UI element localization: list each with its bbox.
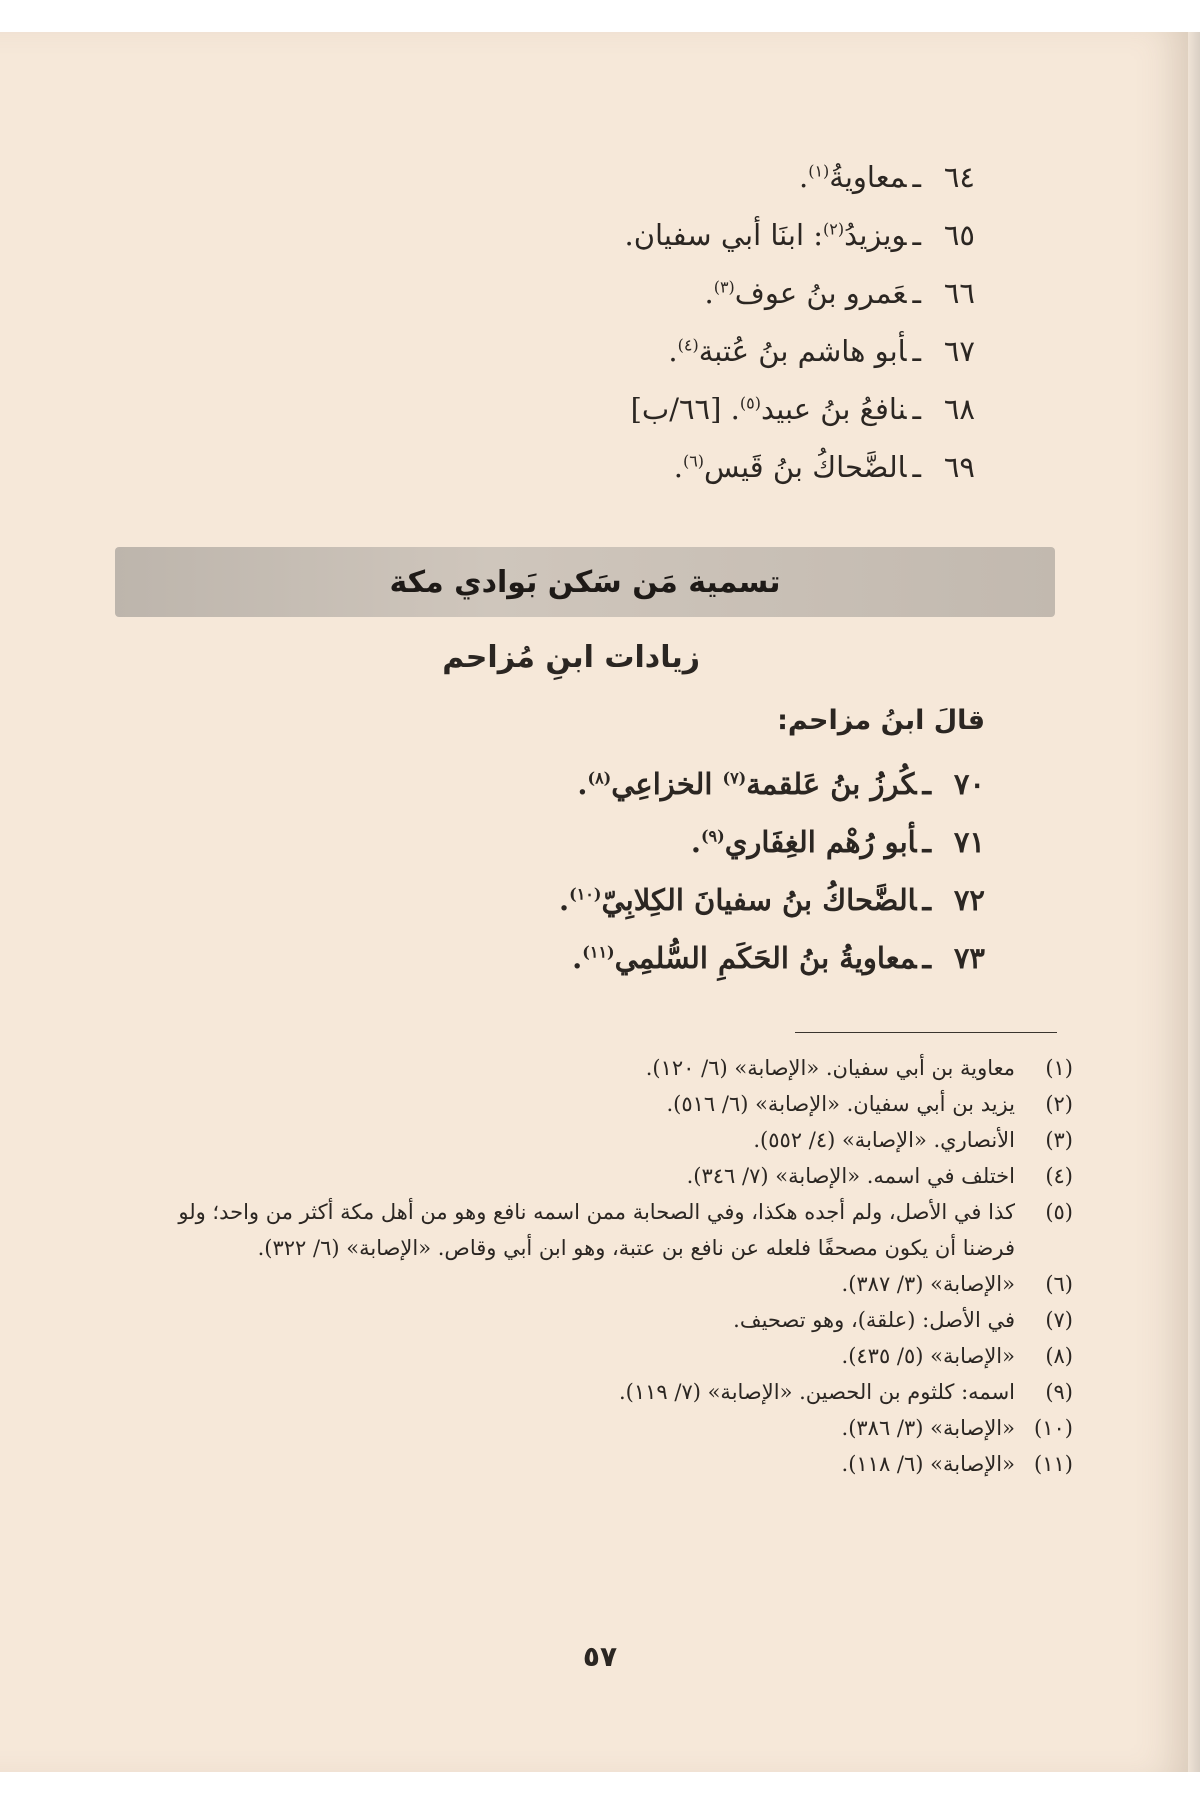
footnote-marker[interactable]: (٦) xyxy=(682,451,705,471)
list-item: ٦٥ـويزيدُ$^{(٢)}$: ابنَا أبي سفيان. xyxy=(624,218,975,252)
list-item: ٦٩ـالضَّحاكُ بنُ قَيس$^{(٦)}$. xyxy=(673,450,975,484)
footnote-marker[interactable]: (١٠) xyxy=(569,884,602,904)
list-item: ٦٤ـمعاويةُ$^{(١)}$. xyxy=(798,160,975,194)
footnote-marker[interactable]: (٣) xyxy=(713,277,735,297)
footnote-marker[interactable]: (١١) xyxy=(582,942,615,962)
footnote: (١٠) «الإصابة» (٣/ ٣٨٦). xyxy=(841,1416,1073,1440)
list-item: ٧٢ـالضَّحاكُ بنُ سفيانَ الكِلابِيّ$^{(١٠)}$. xyxy=(559,883,985,917)
page-edge-shadow xyxy=(1188,32,1200,1772)
list-item: ٧٠ـكُرزُ بنُ عَلقمة$^{(٧)}$ الخزاعِي$^{(٨)}$. xyxy=(577,767,985,801)
footnote-marker[interactable]: (٥) xyxy=(739,393,761,413)
footnote-marker[interactable]: (٩) xyxy=(700,826,725,846)
page-number: ٥٧ xyxy=(582,1640,618,1673)
list-item: ٦٧ـأبو هاشم بنُ عُتبة$^{(٤)}$. xyxy=(668,334,975,368)
section-heading-bar xyxy=(115,547,1055,617)
list-item: ٧٣ـمعاويةُ بنُ الحَكَمِ السُّلمِي$^{(١١)}$. xyxy=(572,941,985,975)
footnote-marker[interactable]: (١) xyxy=(808,161,830,181)
footnote: (٧) في الأصل: (علقة)، وهو تصحيف. xyxy=(733,1308,1073,1332)
intro-line: قالَ ابنُ مزاحم: xyxy=(777,705,985,736)
footnote-marker[interactable]: (٧) xyxy=(722,768,747,788)
subheading: زيادات ابنِ مُزاحم xyxy=(442,640,700,675)
footnotes-list xyxy=(128,1050,1073,1482)
section-heading: تسمية مَن سَكن بَوادي مكة xyxy=(389,564,781,600)
entries-list-section xyxy=(285,755,985,987)
footnote: (٤) اختلف في اسمه. «الإصابة» (٧/ ٣٤٦). xyxy=(686,1164,1073,1188)
footnote-marker[interactable]: (٢) xyxy=(823,219,845,239)
footnote: (١١) «الإصابة» (٦/ ١١٨). xyxy=(841,1452,1073,1476)
footnote: (٦) «الإصابة» (٣/ ٣٨٧). xyxy=(841,1272,1073,1296)
footnote: (٩) اسمه: كلثوم بن الحصين. «الإصابة» (٧/ ١١٩). xyxy=(618,1380,1073,1404)
footnote-separator xyxy=(795,1032,1057,1033)
footnote: (٣) الأنصاري. «الإصابة» (٤/ ٥٥٢). xyxy=(753,1128,1073,1152)
list-item: ٦٦ـعَمرو بنُ عوف$^{(٣)}$. xyxy=(704,276,975,310)
list-item: ٧١ـأبو رُهْم الغِفَاري$^{(٩)}$. xyxy=(690,825,985,859)
footnote: (٢) يزيد بن أبي سفيان. «الإصابة» (٦/ ٥١٦). xyxy=(666,1092,1073,1116)
footnote: (٨) «الإصابة» (٥/ ٤٣٥). xyxy=(841,1344,1073,1368)
footnote-marker[interactable]: (٤) xyxy=(677,335,699,355)
footnote-marker[interactable]: (٨) xyxy=(587,768,612,788)
footnote: (٥) كذا في الأصل، ولم أجده هكذا، وفي الصحابة ممن اسمه نافع وهو من أهل مكة أكثر من واحد؛ ولو فرضنا أن يكون مصحفًا فلعله عن نافع بن عتبة، وهو ابن أبي وقاص. «الإصابة» (٦/ ٣٢٢). xyxy=(178,1200,1073,1260)
footnote: (١) معاوية بن أبي سفيان. «الإصابة» (٦/ ١٢٠). xyxy=(645,1056,1073,1080)
entries-list-top xyxy=(335,148,975,496)
list-item: ٦٨ـنافعُ بنُ عبيد$^{(٥)}$. [٦٦/ب] xyxy=(630,392,975,426)
